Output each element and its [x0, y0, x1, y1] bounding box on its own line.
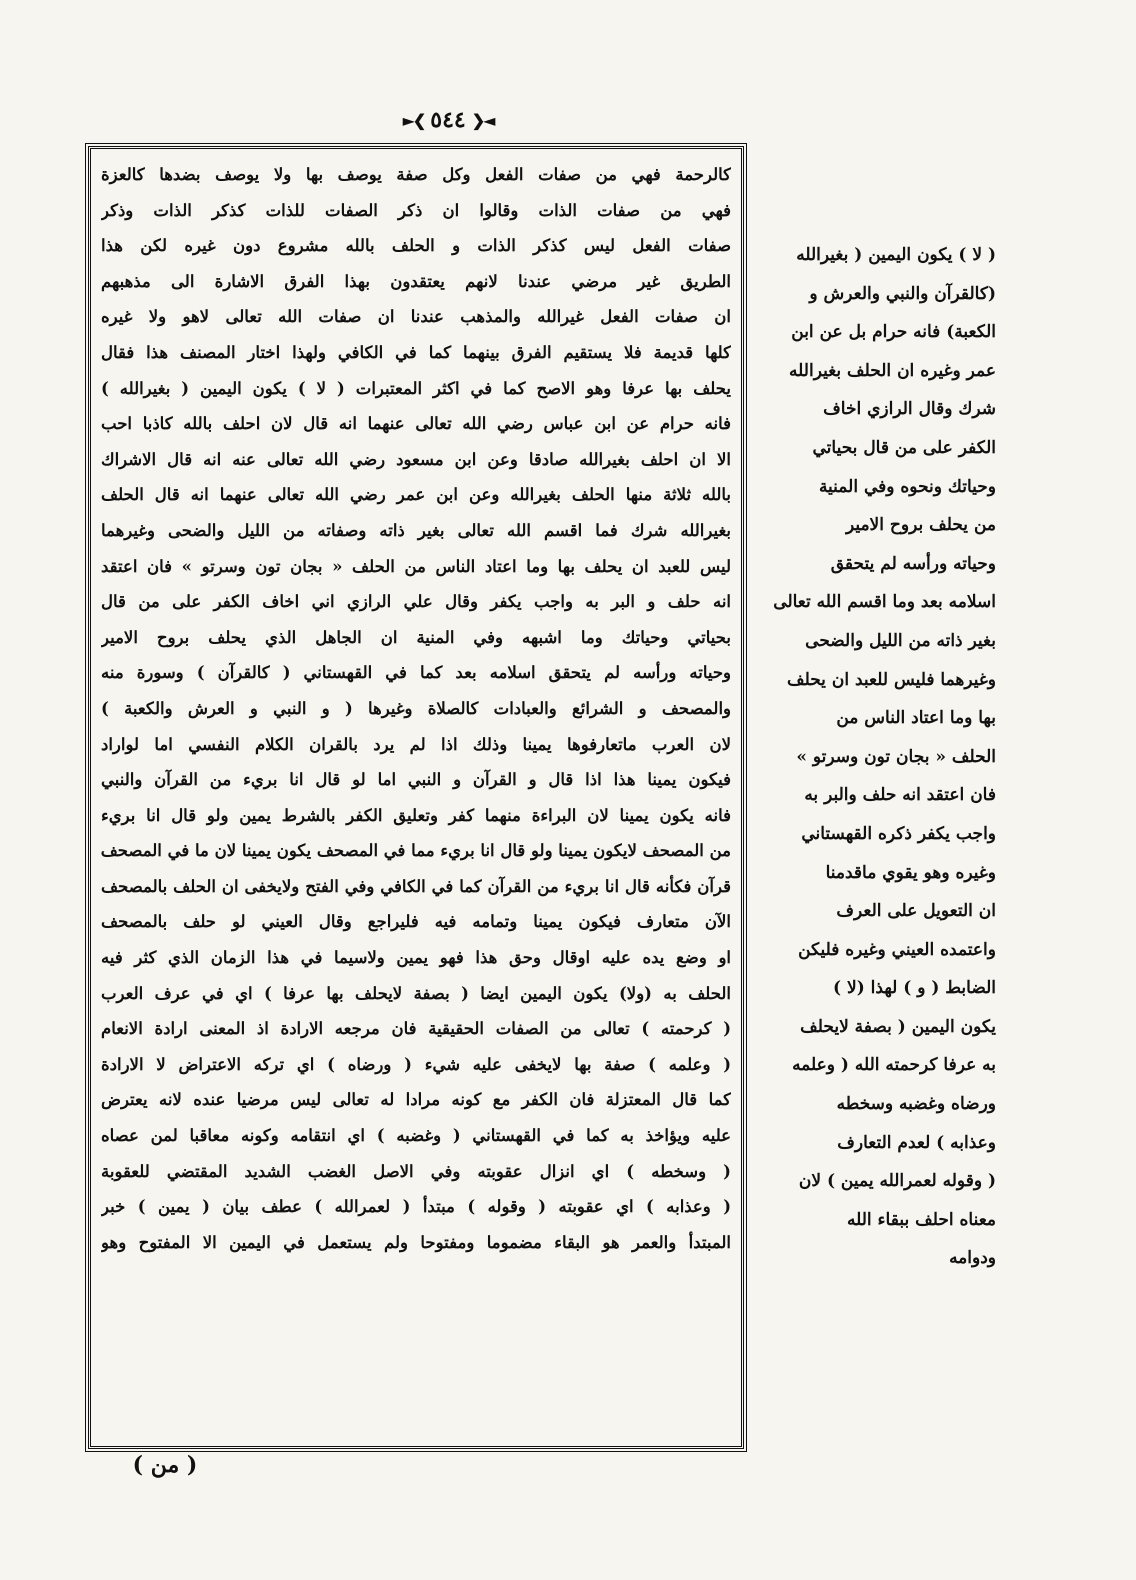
- main-text-line: ( وعلمه ) صفة بها لايخفى عليه شيء ( ورضاه ) اي تركه الاعتراض لا الارادة: [101, 1054, 731, 1074]
- main-text-line: الطريق غير مرضي عندنا لانهم يعتقدون بهذا الفرق الاشارة الى مذهبهم: [101, 271, 731, 291]
- main-text-line: كالرحمة فهي من صفات الفعل وكل صفة يوصف بها ولا يوصف بضدها كالعزة: [101, 165, 731, 184]
- margin-text-line: واجب يكفر ذكره القهستاني: [801, 823, 996, 844]
- margin-text-line: من يحلف بروح الامير: [845, 515, 996, 536]
- margin-text-line: معناه احلف ببقاء الله: [846, 1209, 996, 1230]
- main-text-line: انه حلف و البر به واجب يكفر وقال علي الرازي اني اخاف الكفر على من قال: [101, 592, 731, 612]
- page-number: [388, 100, 508, 140]
- left-ornament: ◄❮: [471, 110, 494, 130]
- main-text-line: ( وعذابه ) اي عقوبته ( وقوله ) مبتدأ ( لعمرالله ) عطف بيان ( يمين ) خبر: [101, 1197, 731, 1217]
- main-text: [101, 157, 731, 1260]
- main-text-line: بالله ثلاثة منها الحلف بغيرالله وعن ابن عمر رضي الله تعالى عنهما انه قال الحلف: [101, 485, 731, 505]
- page-number-text: ٥٤٤: [430, 107, 466, 133]
- margin-text-line: وغيره وهو يقوي ماقدمنا: [825, 862, 996, 883]
- main-text-line: بغيرالله شرك فما اقسم الله تعالى بغير ذاته وصفاته من الليل والضحى وغيرهما: [101, 520, 731, 540]
- margin-text-line: واعتمده العيني وغيره فليكن: [798, 939, 996, 960]
- main-text-line: صفات الفعل ليس كذكر الذات و الحلف بالله مشروع دون غيره لكن هذا: [101, 236, 731, 256]
- main-text-line: ( كرحمته ) تعالى من الصفات الحقيقية فان مرجعه الارادة اذ المعنى ارادة الانعام: [101, 1019, 731, 1039]
- margin-text-line: وحياتك ونحوه وفي المنية: [818, 476, 996, 497]
- main-text-line: بحياتي وحياتك وما اشبهه وفي المنية ان الجاهل الذي يحلف بروح الامير: [101, 627, 731, 647]
- margin-text-line: (كالقرآن والنبي والعرش و: [809, 283, 996, 304]
- main-text-line: الحلف به (ولا) يكون اليمين ايضا ( بصفة لايحلف بها عرفا ) اي في عرف العرب: [101, 983, 731, 1003]
- main-text-line: ان صفات الفعل غيرالله والمذهب عندنا ان صفات الله تعالى لاهو ولا غيره: [101, 307, 731, 327]
- main-text-line: عليه ويؤاخذ به كما في القهستاني ( وغضبه ) اي انتقامه وكونه معاقبا لمن عصاه: [101, 1126, 731, 1146]
- margin-commentary: [756, 236, 996, 1278]
- main-text-line: قرآن فكأنه قال انا بريء من القرآن كما في الكافي وفي الفتح ولايخفى ان الحلف بالمصحف: [101, 876, 731, 896]
- main-text-line: فيكون يمينا هذا اذا قال و القرآن و النبي اما لو قال انا بريء من القرآن والنبي: [101, 770, 731, 790]
- main-text-line: لان العرب ماتعارفوها يمينا وذلك اذا لم يرد بالقران الكلام النفسي اما لواراد: [101, 734, 731, 754]
- main-text-line: كما قال المعتزلة فان الكفر مع كونه مرادا له تعالى ليس مرضيا عنده لانه يعترض: [101, 1090, 731, 1110]
- margin-text-line: يكون اليمين ( بصفة لايحلف: [800, 1016, 996, 1037]
- main-text-line: المبتدأ والعمر هو البقاء مضموما ومفتوحا ولم يستعمل في اليمين الا المفتوح وهو: [101, 1232, 731, 1252]
- margin-text-line: فان اعتقد انه حلف والبر به: [804, 785, 996, 806]
- main-text-line: فانه يكون يمينا لان البراءة منهما كفر وتعليق الكفر بالشرط يمين ولو قال انا بريء: [101, 805, 731, 825]
- margin-text-line: اسلامه بعد وما اقسم الله تعالى: [773, 592, 996, 613]
- main-text-line: وحياته ورأسه لم يتحقق اسلامه بعد كما في القهستاني ( كالقرآن ) وسورة منه: [101, 663, 731, 683]
- main-text-line: كلها قديمة فلا يستقيم الفرق بينهما كما في الكافي ولهذا اختار المصنف هذا فقال: [101, 342, 731, 362]
- main-text-line: ( وسخطه ) اي انزال عقوبته وفي الاصل الغضب الشديد المقتضي للعقوبة: [101, 1161, 731, 1181]
- margin-text-line: ورضاه وغضبه وسخطه: [836, 1094, 996, 1115]
- main-text-line: ليس للعبد ان يحلف بها وما اعتاد الناس من الحلف « بجان تون وسرتو » فان اعتقد: [101, 556, 731, 576]
- main-text-line: الا ان احلف بغيرالله صادقا وعن ابن مسعود رضي الله تعالى عنه انه قال الاشراك: [101, 449, 731, 469]
- margin-text-line: ( لا ) يكون اليمين ( بغيرالله: [796, 245, 996, 265]
- margin-text-line: ان التعويل على العرف: [836, 901, 996, 922]
- margin-text-line: الكعبة) فانه حرام بل عن ابن: [791, 322, 996, 343]
- main-text-line: فانه حرام عن ابن عباس رضي الله تعالى عنهما انه قال لان احلف بالله كاذبا احب: [101, 414, 731, 434]
- right-ornament: ❯►: [402, 110, 425, 130]
- margin-text-line: ودوامه: [949, 1248, 996, 1269]
- main-text-line: والمصحف و الشرائع والعبادات كالصلاة وغيرها ( و النبي و العرش والكعبة ): [101, 698, 731, 718]
- margin-text-line: وحياته ورأسه لم يتحقق: [830, 553, 996, 574]
- margin-text-line: الحلف « بجان تون وسرتو »: [796, 746, 996, 767]
- margin-text-line: الكفر على من قال بحياتي: [812, 437, 996, 458]
- main-text-line: فهي من صفات الذات وقالوا ان ذكر الصفات للذات كذكر الذات وذكر: [101, 200, 731, 220]
- margin-text-line: بها وما اعتاد الناس من: [836, 708, 996, 729]
- margin-text-line: بغير ذاته من الليل والضحى: [805, 630, 996, 651]
- main-text-line: او وضع يده عليه اوقال وحق هذا فهو يمين ولاسيما في هذا الزمان الذي كثر فيه: [101, 948, 731, 968]
- catchword: ( من ): [132, 1452, 198, 1478]
- main-text-frame: [88, 146, 744, 1449]
- margin-text-line: وغيرهما فليس للعبد ان يحلف: [786, 669, 996, 690]
- margin-text-line: عمر وغيره ان الحلف بغيرالله: [789, 360, 996, 381]
- margin-text-line: وعذابه ) لعدم التعارف: [837, 1132, 996, 1153]
- main-text-line: الآن متعارف فيكون يمينا وتمامه فيه فليراجع وقال العيني لو حلف بالمصحف: [101, 912, 731, 932]
- margin-text-line: الضابط ( و ) لهذا (لا ): [833, 978, 996, 999]
- main-text-line: يحلف بها عرفا وهو الاصح كما في اكثر المعتبرات ( لا ) يكون اليمين ( بغيرالله ): [101, 378, 731, 398]
- margin-text-line: ( وقوله لعمرالله يمين ) لان: [798, 1171, 996, 1192]
- main-text-line: من المصحف لايكون يمينا ولو قال انا بريء مما في المصحف يكون يمينا لان ما في المصحف: [101, 841, 731, 861]
- margin-text-line: شرك وقال الرازي اخاف: [823, 399, 996, 420]
- margin-text-line: به عرفا كرحمته الله ( وعلمه: [792, 1055, 996, 1076]
